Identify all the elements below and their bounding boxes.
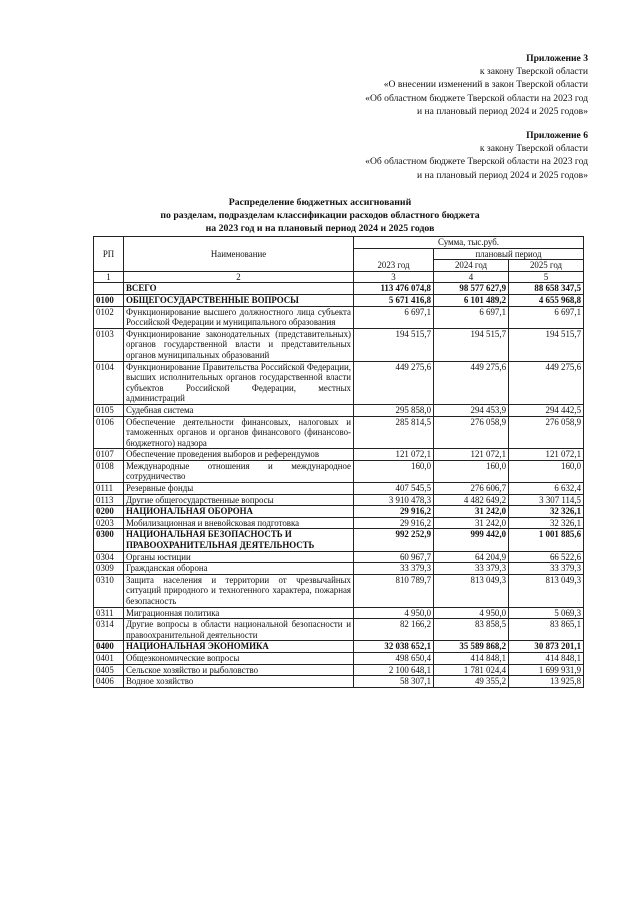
- header-name: Наименование: [124, 237, 354, 272]
- row-code: 0203: [94, 517, 124, 529]
- table-row: [94, 563, 584, 575]
- row-value-2024: 83 858,5: [434, 619, 509, 641]
- appendix-3-line: «Об областном бюджете Тверской области на 2023 год: [365, 92, 588, 104]
- col-number: 5: [509, 271, 584, 283]
- table-row: [94, 551, 584, 563]
- row-value-2024: 31 242,0: [434, 517, 509, 529]
- row-name: Другие вопросы в области национальной безопасности и правоохранительной деятельности: [124, 619, 354, 641]
- row-value-2025: 160,0: [509, 460, 584, 482]
- table-row: [94, 306, 584, 328]
- row-value-2023: 498 650,4: [354, 652, 434, 664]
- row-name: Международные отношения и международное сотрудничество: [124, 460, 354, 482]
- row-value-2024: 121 072,1: [434, 449, 509, 461]
- appendix-3-title: Приложение 3: [526, 53, 588, 64]
- row-value-2025: 3 307 114,5: [509, 494, 584, 506]
- row-value-2023: 33 379,3: [354, 563, 434, 575]
- row-name: Сельское хозяйство и рыболовство: [124, 664, 354, 676]
- row-value-2023: 5 671 416,8: [354, 294, 434, 306]
- row-name: ВСЕГО: [124, 283, 354, 295]
- heading-line: на 2023 год и на плановый период 2024 и 2025 годов: [205, 223, 435, 234]
- row-name: Водное хозяйство: [124, 676, 354, 688]
- row-code: 0300: [94, 529, 124, 551]
- row-value-2023: 6 697,1: [354, 306, 434, 328]
- row-value-2024: 6 101 489,2: [434, 294, 509, 306]
- row-code: 0104: [94, 361, 124, 404]
- row-value-2025: 30 873 201,1: [509, 641, 584, 653]
- appendix-3-line: «О внесении изменений в закон Тверской области: [383, 79, 588, 91]
- row-name: Судебная система: [124, 404, 354, 416]
- row-value-2023: 194 515,7: [354, 328, 434, 361]
- row-value-2024: 64 204,9: [434, 551, 509, 563]
- row-value-2024: 813 049,3: [434, 574, 509, 607]
- row-value-2024: 414 848,1: [434, 652, 509, 664]
- col-number: 1: [94, 271, 124, 283]
- row-value-2023: 121 072,1: [354, 449, 434, 461]
- header-2023: 2023 год: [354, 248, 434, 271]
- row-value-2023: 992 252,9: [354, 529, 434, 551]
- appendix-6-block: [365, 129, 588, 182]
- row-code: 0103: [94, 328, 124, 361]
- row-value-2024: 49 355,2: [434, 676, 509, 688]
- row-name: Мобилизационная и вневойсковая подготовка: [124, 517, 354, 529]
- row-value-2024: 4 950,0: [434, 607, 509, 619]
- row-value-2024: 33 379,3: [434, 563, 509, 575]
- appendix-6-title: Приложение 6: [526, 130, 588, 141]
- row-value-2024: 294 453,9: [434, 404, 509, 416]
- budget-table: [93, 236, 584, 688]
- table-row: [94, 529, 584, 551]
- table-row: [94, 494, 584, 506]
- row-value-2023: 407 545,5: [354, 483, 434, 495]
- row-value-2025: 121 072,1: [509, 449, 584, 461]
- table-row: [94, 506, 584, 518]
- row-value-2025: 6 697,1: [509, 306, 584, 328]
- table-row: [94, 328, 584, 361]
- row-value-2023: 3 910 478,3: [354, 494, 434, 506]
- row-value-2023: 2 100 648,1: [354, 664, 434, 676]
- header-sum: Сумма, тыс.руб.: [354, 237, 584, 249]
- row-value-2025: 276 058,9: [509, 416, 584, 449]
- table-row: [94, 652, 584, 664]
- header-2024: 2024 год: [434, 260, 509, 272]
- heading-line: по разделам, подразделам классификации расходов областного бюджета: [160, 210, 480, 221]
- appendix-3-block: [365, 52, 588, 118]
- row-value-2023: 160,0: [354, 460, 434, 482]
- row-value-2025: 33 379,3: [509, 563, 584, 575]
- row-code: 0406: [94, 676, 124, 688]
- col-number: 2: [124, 271, 354, 283]
- table-row: [94, 449, 584, 461]
- row-value-2025: 1 001 885,6: [509, 529, 584, 551]
- row-code: 0111: [94, 483, 124, 495]
- row-name: Обеспечение проведения выборов и референдумов: [124, 449, 354, 461]
- appendix-3-line: к закону Тверской области: [479, 66, 588, 78]
- table-row: [94, 664, 584, 676]
- row-value-2023: 82 166,2: [354, 619, 434, 641]
- row-value-2025: 32 326,1: [509, 517, 584, 529]
- table-row: [94, 607, 584, 619]
- row-value-2025: 813 049,3: [509, 574, 584, 607]
- row-code: 0102: [94, 306, 124, 328]
- row-name: Обеспечение деятельности финансовых, налоговых и таможенных органов и органов финансового (финансово-бюджетного) надзора: [124, 416, 354, 449]
- table-row: [94, 404, 584, 416]
- row-value-2023: 29 916,2: [354, 517, 434, 529]
- row-value-2023: 810 789,7: [354, 574, 434, 607]
- table-row: [94, 676, 584, 688]
- table-row: [94, 416, 584, 449]
- row-value-2024: 31 242,0: [434, 506, 509, 518]
- row-value-2025: 13 925,8: [509, 676, 584, 688]
- row-value-2025: 4 655 968,8: [509, 294, 584, 306]
- header-plan-period: плановый период: [434, 248, 584, 260]
- row-code: 0200: [94, 506, 124, 518]
- row-value-2023: 295 858,0: [354, 404, 434, 416]
- row-value-2024: 276 058,9: [434, 416, 509, 449]
- row-name: Гражданская оборона: [124, 563, 354, 575]
- row-value-2023: 113 476 074,8: [354, 283, 434, 295]
- row-name: НАЦИОНАЛЬНАЯ ЭКОНОМИКА: [124, 641, 354, 653]
- row-name: Функционирование законодательных (представительных) органов государственной власти и представительных органов муниципальных образований: [124, 328, 354, 361]
- document-heading: [90, 196, 550, 235]
- row-code: 0304: [94, 551, 124, 563]
- row-name: НАЦИОНАЛЬНАЯ ОБОРОНА: [124, 506, 354, 518]
- row-value-2023: 449 275,6: [354, 361, 434, 404]
- row-value-2025: 414 848,1: [509, 652, 584, 664]
- row-code: 0113: [94, 494, 124, 506]
- row-name: Органы юстиции: [124, 551, 354, 563]
- row-value-2024: 999 442,0: [434, 529, 509, 551]
- row-code: 0311: [94, 607, 124, 619]
- row-value-2024: 276 606,7: [434, 483, 509, 495]
- header-2025: 2025 год: [509, 260, 584, 272]
- row-name: НАЦИОНАЛЬНАЯ БЕЗОПАСНОСТЬ И ПРАВООХРАНИТЕЛЬНАЯ ДЕЯТЕЛЬНОСТЬ: [124, 529, 354, 551]
- row-value-2025: 6 632,4: [509, 483, 584, 495]
- row-name: Миграционная политика: [124, 607, 354, 619]
- appendix-6-line: к закону Тверской области: [479, 143, 588, 155]
- row-code: 0314: [94, 619, 124, 641]
- table-row: [94, 574, 584, 607]
- row-value-2024: 194 515,7: [434, 328, 509, 361]
- row-value-2025: 66 522,6: [509, 551, 584, 563]
- row-code: 0401: [94, 652, 124, 664]
- table-row: [94, 294, 584, 306]
- row-code: 0106: [94, 416, 124, 449]
- table-row: [94, 483, 584, 495]
- heading-line: Распределение бюджетных ассигнований: [228, 197, 412, 208]
- row-value-2024: 449 275,6: [434, 361, 509, 404]
- row-value-2024: 35 589 868,2: [434, 641, 509, 653]
- row-value-2025: 83 865,1: [509, 619, 584, 641]
- row-value-2024: 6 697,1: [434, 306, 509, 328]
- row-value-2023: 29 916,2: [354, 506, 434, 518]
- row-code: 0107: [94, 449, 124, 461]
- row-value-2023: 32 038 652,1: [354, 641, 434, 653]
- row-value-2025: 1 699 931,9: [509, 664, 584, 676]
- table-row: [94, 619, 584, 641]
- row-value-2025: 5 069,3: [509, 607, 584, 619]
- appendix-3-line: и на плановый период 2024 и 2025 годов»: [417, 105, 588, 117]
- row-code: 0105: [94, 404, 124, 416]
- row-value-2025: 294 442,5: [509, 404, 584, 416]
- row-code: 0108: [94, 460, 124, 482]
- row-code: [94, 283, 124, 295]
- row-code: 0100: [94, 294, 124, 306]
- row-code: 0309: [94, 563, 124, 575]
- row-code: 0400: [94, 641, 124, 653]
- row-value-2024: 160,0: [434, 460, 509, 482]
- row-name: ОБЩЕГОСУДАРСТВЕННЫЕ ВОПРОСЫ: [124, 294, 354, 306]
- row-value-2025: 88 658 347,5: [509, 283, 584, 295]
- row-code: 0405: [94, 664, 124, 676]
- appendix-6-line: и на плановый период 2024 и 2025 годов»: [417, 169, 588, 181]
- table-body: [94, 283, 584, 687]
- row-value-2024: 4 482 649,2: [434, 494, 509, 506]
- table-row: [94, 283, 584, 295]
- row-value-2025: 449 275,6: [509, 361, 584, 404]
- table-row: [94, 517, 584, 529]
- row-name: Общеэкономические вопросы: [124, 652, 354, 664]
- row-value-2023: 58 307,1: [354, 676, 434, 688]
- row-name: Функционирование высшего должностного лица субъекта Российской Федерации и муниципального образования: [124, 306, 354, 328]
- row-name: Функционирование Правительства Российской Федерации, высших исполнительных органов государственной власти субъектов Российской Федерации, местных администраций: [124, 361, 354, 404]
- table-row: [94, 361, 584, 404]
- header-rp: РП: [94, 237, 124, 272]
- col-number: 4: [434, 271, 509, 283]
- row-value-2025: 194 515,7: [509, 328, 584, 361]
- appendix-6-line: «Об областном бюджете Тверской области на 2023 год: [365, 156, 588, 168]
- row-value-2023: 4 950,0: [354, 607, 434, 619]
- row-value-2025: 32 326,1: [509, 506, 584, 518]
- row-value-2023: 285 814,5: [354, 416, 434, 449]
- row-name: Другие общегосударственные вопросы: [124, 494, 354, 506]
- table-row: [94, 460, 584, 482]
- row-code: 0310: [94, 574, 124, 607]
- row-name: Защита населения и территории от чрезвычайных ситуаций природного и техногенного характера, пожарная безопасность: [124, 574, 354, 607]
- row-value-2024: 1 781 024,4: [434, 664, 509, 676]
- row-value-2024: 98 577 627,9: [434, 283, 509, 295]
- col-number: 3: [354, 271, 434, 283]
- row-value-2023: 60 967,7: [354, 551, 434, 563]
- table-row: [94, 641, 584, 653]
- row-name: Резервные фонды: [124, 483, 354, 495]
